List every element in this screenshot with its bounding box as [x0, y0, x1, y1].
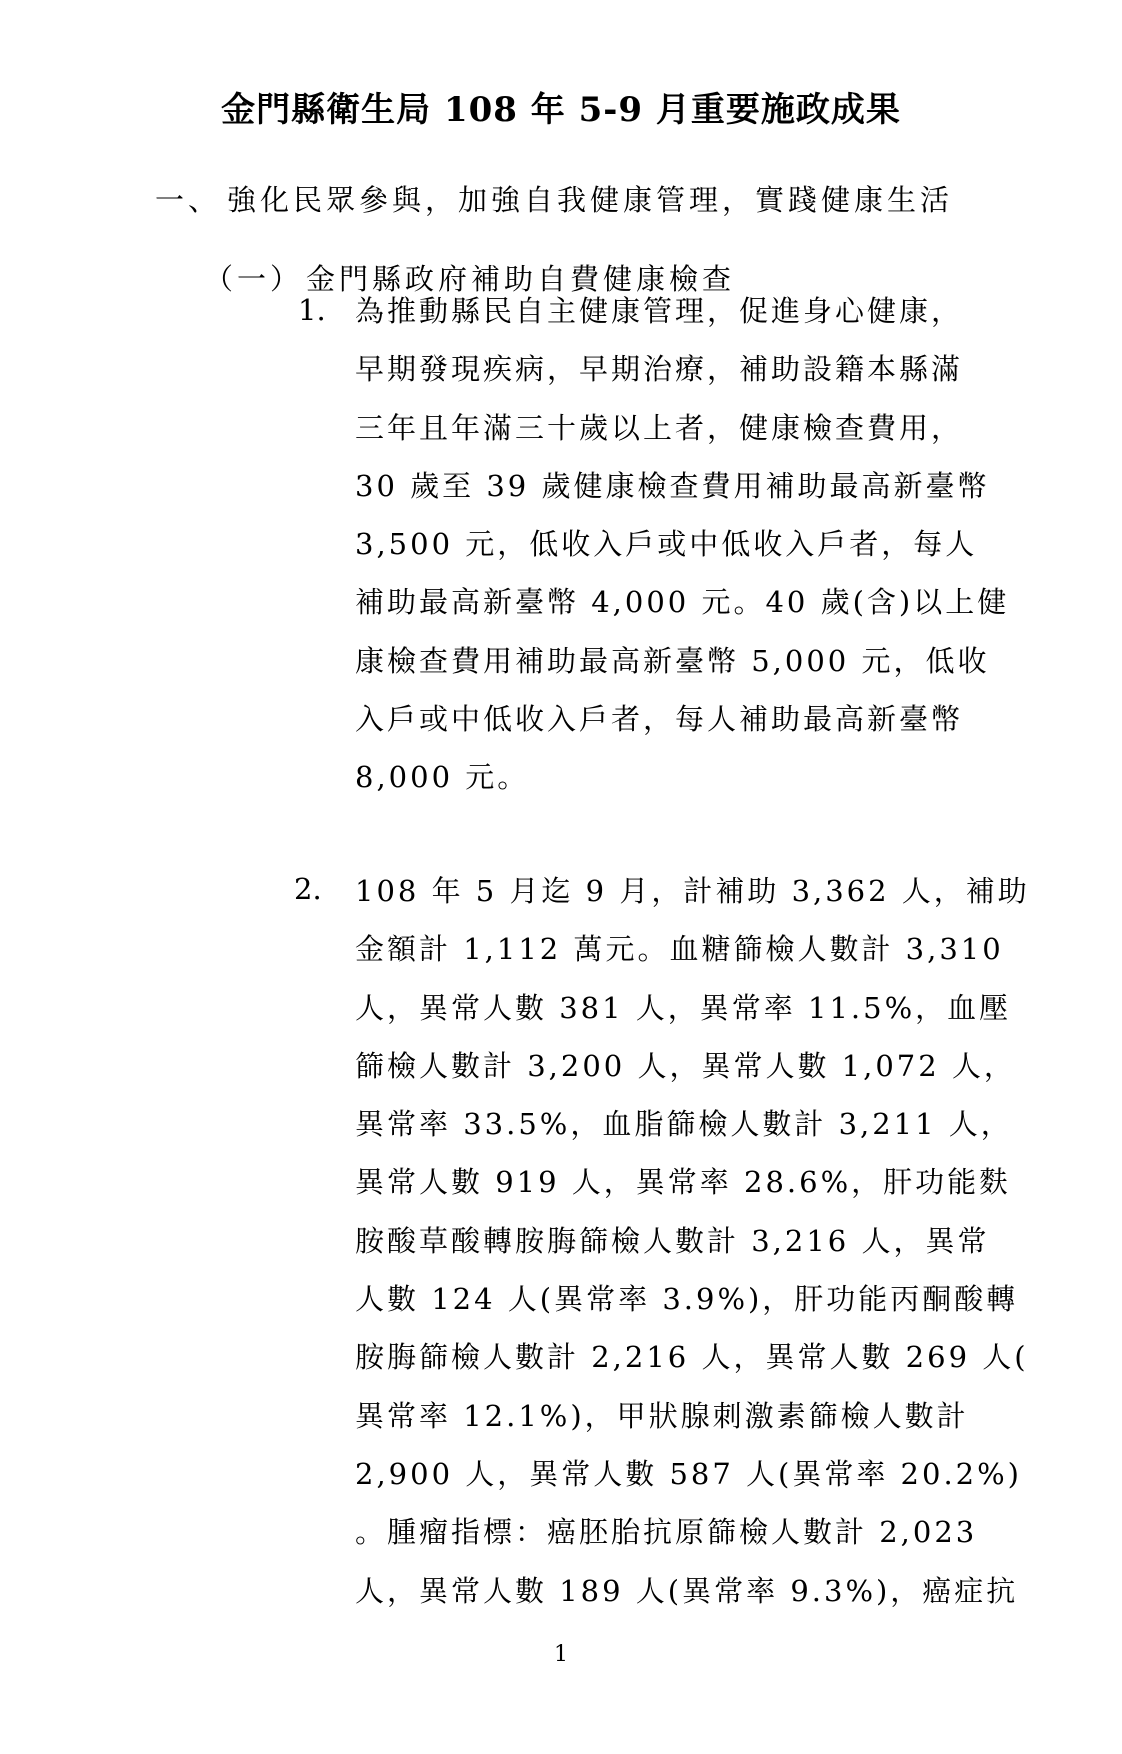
- paragraph-line: 為推動縣民自主健康管理，促進身心健康，: [355, 294, 964, 328]
- paragraph-line: 異常率 12.1%)，甲狀腺刺激素篩檢人數計: [355, 1398, 969, 1433]
- paragraph-line: 108 年 5 月迄 9 月，計補助 3,362 人，補助: [355, 874, 1030, 908]
- paragraph-line: 補助最高新臺幣 4,000 元。40 歲(含)以上健: [355, 585, 1010, 620]
- paragraph-line: 金額計 1,112 萬元。血糖篩檢人數計 3,310: [355, 932, 1004, 967]
- paragraph-line: 人，異常人數 381 人，異常率 11.5%，血壓: [355, 990, 1012, 1025]
- paragraph-line: 異常人數 919 人，異常率 28.6%，肝功能麩: [355, 1165, 1012, 1200]
- paragraph-line: 早期發現疾病，早期治療，補助設籍本縣滿: [355, 352, 964, 387]
- paragraph-line: 異常率 33.5%，血脂篩檢人數計 3,211 人，: [355, 1107, 1013, 1142]
- item-2-number: 2.: [294, 872, 322, 906]
- document-title: 金門縣衛生局 108 年 5-9 月重要施政成果: [221, 90, 901, 130]
- paragraph-line: 30 歲至 39 歲健康檢查費用補助最高新臺幣: [355, 468, 990, 503]
- paragraph-line: 人數 124 人(異常率 3.9%)，肝功能丙酮酸轉: [355, 1282, 1019, 1317]
- subsection-heading-text: 金門縣政府補助自費健康檢查: [306, 262, 736, 296]
- paragraph-line: 3,500 元，低收入戶或中低收入戶者，每人: [355, 527, 978, 562]
- section-heading-text: 強化民眾參與，加強自我健康管理，實踐健康生活: [227, 183, 954, 217]
- paragraph-line: 胺脢篩檢人數計 2,216 人，異常人數 269 人(: [355, 1340, 1029, 1375]
- subsection-marker: （一）: [204, 262, 304, 296]
- paragraph-line: 2,900 人，異常人數 587 人(異常率 20.2%): [355, 1456, 1023, 1491]
- paragraph-line: 人，異常人數 189 人(異常率 9.3%)，癌症抗: [355, 1573, 1019, 1608]
- item-1-paragraph: [355, 282, 1010, 807]
- paragraph-line: 胺酸草酸轉胺脢篩檢人數計 3,216 人，異常: [355, 1223, 990, 1258]
- section-marker: 一、: [155, 183, 222, 217]
- paragraph-line: 康檢查費用補助最高新臺幣 5,000 元，低收: [355, 643, 990, 678]
- paragraph-line: 入戶或中低收入戶者，每人補助最高新臺幣: [355, 702, 964, 737]
- paragraph-line: 篩檢人數計 3,200 人，異常人數 1,072 人，: [355, 1048, 1016, 1083]
- paragraph-line: 8,000 元。: [355, 760, 530, 795]
- paragraph-line: 三年且年滿三十歲以上者，健康檢查費用，: [355, 410, 964, 445]
- section-heading: [155, 178, 953, 219]
- item-1-number: 1.: [298, 293, 326, 327]
- item-2-paragraph: [355, 862, 1030, 1620]
- paragraph-line: 。腫瘤指標：癌胚胎抗原篩檢人數計 2,023: [355, 1515, 978, 1550]
- page-number: 1: [554, 1642, 568, 1667]
